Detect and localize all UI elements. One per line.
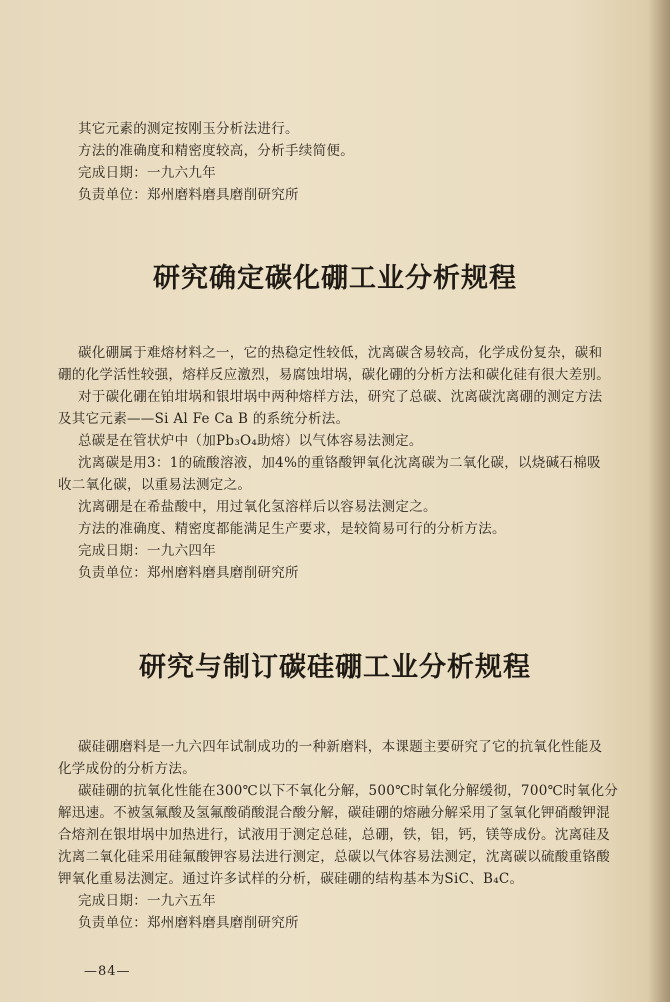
section2-line: 碳硅硼的抗氧化性能在300℃以下不氧化分解，500℃时氧化分解缓彻，700℃时氧化分 xyxy=(78,783,619,799)
section1-line: 对于碳化硼在铂坩埚和银坩埚中两种熔样方法，研究了总碳、沈离碳沈离硼的测定方法 xyxy=(78,389,603,405)
page-number: —84— xyxy=(84,964,131,979)
section2-line: 完成日期：一九六五年 xyxy=(78,893,216,909)
section0-line: 其它元素的测定按刚玉分析法进行。 xyxy=(78,121,299,137)
section1-line: 碳化硼属于难熔材料之一，它的热稳定性较低，沈离碳含易较高，化学成份复杂，碳和 xyxy=(78,345,603,361)
section0-line: 完成日期：一九六九年 xyxy=(78,165,216,181)
section1-line: 负责单位：郑州磨料磨具磨削研究所 xyxy=(78,565,299,581)
section2-line: 钾氧化重易法测定。通过许多试样的分析，碳硅硼的结构基本为SiC、B₄C。 xyxy=(58,871,524,887)
page-edge-shadow xyxy=(648,0,670,1002)
section1-line: 沈离碳是用3：1的硫酸溶液，加4%的重铬酸钾氧化沈离碳为二氧化碳，以烧碱石棉吸 xyxy=(78,455,601,471)
section1-line: 收二氧化碳，以重易法测定之。 xyxy=(58,477,252,493)
section1-line: 硼的化学活性较强，熔样反应激烈，易腐蚀坩埚，碳化硼的分析方法和碳化硅有很大差别。 xyxy=(58,367,610,383)
section1-line: 方法的准确度、精密度都能满足生产要求，是较简易可行的分析方法。 xyxy=(78,521,506,537)
section0-body xyxy=(78,118,638,206)
section2-line: 合熔剂在银坩埚中加热进行，试液用于测定总硅，总硼，铁，铝，钙，镁等成份。沈离硅及 xyxy=(58,827,610,843)
section1-body xyxy=(58,342,638,584)
section2-body xyxy=(58,736,638,934)
section2-line: 解迅速。不被氢氟酸及氢氟酸硝酸混合酸分解，碳硅硼的熔融分解采用了氢氧化钾硝酸钾混 xyxy=(58,805,610,821)
section0-line: 方法的准确度和精密度较高，分析手续简便。 xyxy=(78,143,354,159)
section2-line: 碳硅硼磨料是一九六四年试制成功的一种新磨料，本课题主要研究了它的抗氧化性能及 xyxy=(78,739,603,755)
section2-title: 研究与制订碳硅硼工业分析规程 xyxy=(139,652,531,683)
section2-line: 负责单位：郑州磨料磨具磨削研究所 xyxy=(78,915,299,931)
section2-line: 沈离二氧化硅采用硅氟酸钾容易法进行测定，总碳以气体容易法测定，沈离碳以硫酸重铬酸 xyxy=(58,849,610,865)
section1-line: 及其它元素——Si Al Fe Ca B 的系统分析法。 xyxy=(58,411,350,427)
section1-line: 沈离硼是在希盐酸中，用过氧化氢溶样后以容易法测定之。 xyxy=(78,499,437,515)
section0-line: 负责单位：郑州磨料磨具磨削研究所 xyxy=(78,187,299,203)
section2-line: 化学成份的分析方法。 xyxy=(58,761,196,777)
section1-line: 完成日期：一九六四年 xyxy=(78,543,216,559)
section1-line: 总碳是在管状炉中（加Pb₃O₄助熔）以气体容易法测定。 xyxy=(78,433,423,449)
section1-title: 研究确定碳化硼工业分析规程 xyxy=(153,263,517,294)
